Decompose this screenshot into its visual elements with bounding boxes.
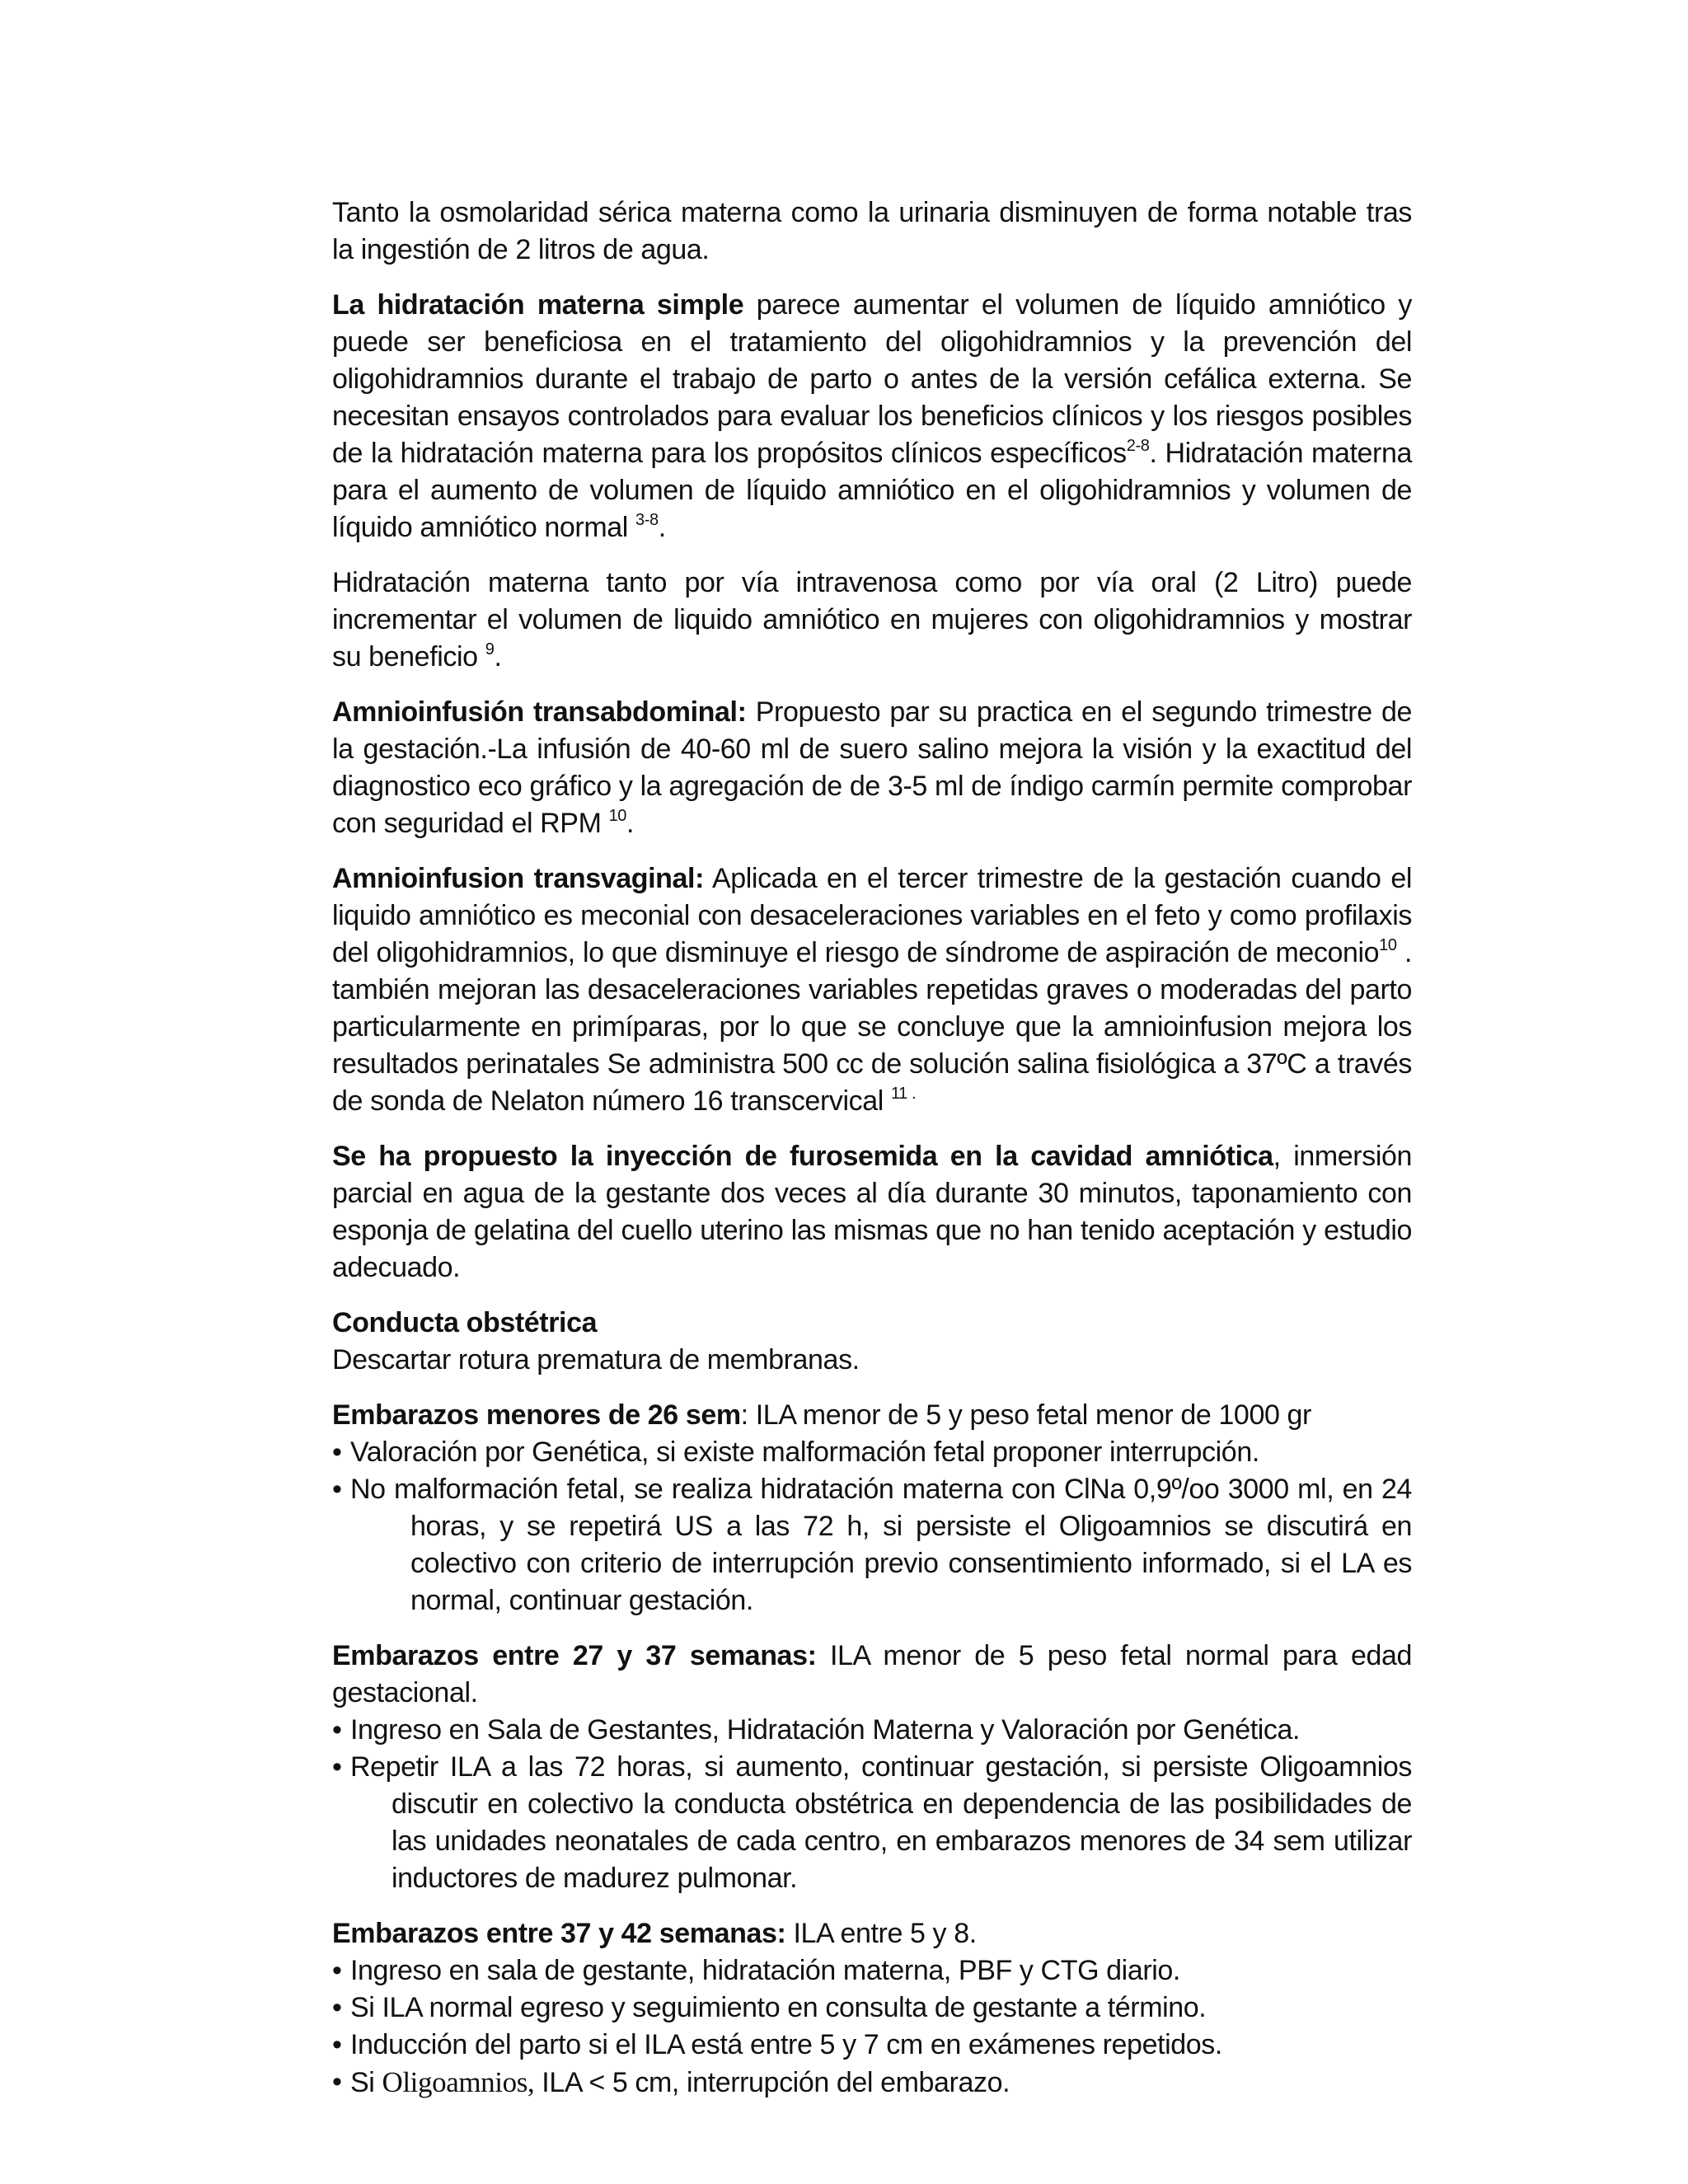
bullet-icon: • [332, 1474, 342, 1505]
section-heading: Embarazos menores de 26 sem [332, 1399, 741, 1431]
section-heading: Embarazos entre 27 y 37 semanas: [332, 1640, 817, 1671]
bold-term: Amnioinfusion transvaginal: [332, 863, 705, 894]
paragraph-text: . [626, 808, 635, 839]
list-item-text: Si [350, 2067, 382, 2098]
reference-superscript: 10 [608, 807, 627, 825]
list-item [332, 1471, 1412, 1619]
section-intro [332, 1915, 1412, 1952]
list-item-text: Si ILA normal egreso y seguimiento en consulta de gestante a término. [350, 1992, 1207, 2023]
section-heading: Conducta obstétrica [332, 1307, 598, 1338]
section-entre-37-42 [332, 1915, 1412, 2102]
list-item [332, 2064, 1412, 2102]
list-item [332, 1434, 1412, 1471]
paragraph-text: Propuesto par su practica en el segundo trimestre de la gestación.-La infusión de 40-60 ml de suero salino mejora la visión y la exactitud del diagnostico eco gráfico y la agregación de de 3-5 ml de índigo carmín permite comprobar con seguridad el RPM [332, 696, 1412, 839]
section-heading: Embarazos entre 37 y 42 semanas: [332, 1918, 786, 1949]
reference-superscript: 9 [485, 640, 495, 658]
list-item-text: Repetir ILA a las 72 horas, si aumento, continuar gestación, si persiste Oligoamnios discutir en colectivo la conducta obstétrica en dependencia de las posibilidades de las unidades neonatales de cada centro, en embarazos menores de 34 sem utilizar inductores de madurez pulmonar. [350, 1751, 1412, 1894]
section-intro [332, 1397, 1412, 1434]
bullet-icon: • [332, 1714, 342, 1746]
paragraph-furosemida [332, 1138, 1412, 1286]
section-text: Descartar rotura prematura de membranas. [332, 1344, 860, 1376]
list-item-text: Ingreso en sala de gestante, hidratación materna, PBF y CTG diario. [350, 1955, 1180, 1986]
list-item-text: Valoración por Genética, si existe malformación fetal proponer interrupción. [350, 1436, 1259, 1468]
section-entre-27-37 [332, 1638, 1412, 1897]
paragraph-text: . Hidratación materna para el aumento de volumen de líquido amniótico en el oligohidramnios y volumen de líquido amniótico normal [332, 438, 1412, 543]
list-item-text: No malformación fetal, se realiza hidratación materna con ClNa 0,9º/oo 3000 ml, en 24 horas, y se repetirá US a las 72 h, si persiste el Oligoamnios se discutirá en colectivo con criterio de interrupción previo consentimiento informado, si el LA es normal, continuar gestación. [350, 1474, 1412, 1616]
document-page [332, 194, 1412, 2120]
paragraph-text: . [494, 641, 502, 673]
bullet-list [332, 1712, 1412, 1897]
list-item [332, 1990, 1412, 2027]
bullet-icon: • [332, 2066, 342, 2097]
list-item [332, 1952, 1412, 1990]
paragraph-text: Aplicada en el tercer trimestre de la gestación cuando el liquido amniótico es meconial con desaceleraciones variables en el feto y como profilaxis del oligohidramnios, lo que disminuye el riesgo de síndrome de aspiración de meconio [332, 863, 1412, 968]
paragraph-hidratacion-simple [332, 287, 1412, 546]
paragraph-text: Tanto la osmolaridad sérica materna como la urinaria disminuyen de forma notable tras la ingestión de 2 litros de agua. [332, 197, 1412, 265]
bullet-icon: • [332, 2029, 342, 2060]
section-text: : ILA menor de 5 y peso fetal menor de 1000 gr [740, 1399, 1311, 1431]
section-menores-26 [332, 1397, 1412, 1619]
reference-superscript: 10 [1379, 936, 1397, 954]
reference-superscript: 11 . [890, 1085, 917, 1103]
list-item [332, 1749, 1412, 1897]
bullet-icon: • [332, 1436, 342, 1468]
reference-superscript: 3-8 [635, 511, 659, 529]
bullet-list [332, 1952, 1412, 2102]
paragraph-text: , inmersión parcial en agua de la gestante dos veces al día durante 30 minutos, taponamiento con esponja de gelatina del cuello uterino las mismas que no han tenido aceptación y estudio adecuado. [332, 1141, 1412, 1283]
section-text: ILA menor de 5 peso fetal normal para edad gestacional. [332, 1640, 1412, 1708]
list-item-text: ILA < 5 cm, interrupción del embarazo. [534, 2067, 1010, 2098]
section-intro [332, 1638, 1412, 1712]
paragraph-amnioinfusion-transvaginal [332, 860, 1412, 1120]
bold-term: La hidratación materna simple [332, 289, 744, 321]
bullet-list [332, 1434, 1412, 1619]
list-item-text: Ingreso en Sala de Gestantes, Hidratación Materna y Valoración por Genética. [350, 1714, 1301, 1746]
paragraph-text: . [658, 512, 666, 543]
paragraph-text: Hidratación materna tanto por vía intravenosa como por vía oral (2 Litro) puede incrementar el volumen de liquido amniótico en mujeres con oligohidramnios y mostrar su beneficio [332, 567, 1412, 673]
reference-superscript: 2-8 [1126, 437, 1150, 455]
paragraph-text: . también mejoran las desaceleraciones variables repetidas graves o moderadas del parto particularmente en primíparas, por lo que se concluye que la amnioinfusion mejora los resultados perinatales Se administra 500 cc de solución salina fisiológica a 37ºC a través de sonda de Nelaton número 16 transcervical [332, 937, 1413, 1117]
bullet-icon: • [332, 1955, 342, 1986]
list-item-text: Oligoamnios, [382, 2066, 535, 2098]
paragraph-text: parece aumentar el volumen de líquido amniótico y puede ser beneficiosa en el tratamiento del oligohidramnios y la prevención del oligohidramnios durante el trabajo de parto o antes de la versión cefálica externa. Se necesitan ensayos controlados para evaluar los beneficios clínicos y los riesgos posibles de la hidratación materna para los propósitos clínicos específicos [332, 289, 1412, 469]
section-conducta [332, 1305, 1412, 1379]
list-item [332, 1712, 1412, 1749]
paragraph-osmolaridad [332, 194, 1412, 269]
list-item [332, 2027, 1412, 2064]
bullet-icon: • [332, 1992, 342, 2023]
paragraph-hidratacion-via [332, 565, 1412, 676]
bold-term: Se ha propuesto la inyección de furosemida en la cavidad amniótica [332, 1141, 1273, 1172]
list-item-text: Inducción del parto si el ILA está entre 5 y 7 cm en exámenes repetidos. [350, 2029, 1222, 2060]
paragraph-amnioinfusion-transabdominal [332, 694, 1412, 842]
section-text: ILA entre 5 y 8. [785, 1918, 977, 1949]
bullet-icon: • [332, 1751, 342, 1783]
bold-term: Amnioinfusión transabdominal: [332, 696, 747, 728]
